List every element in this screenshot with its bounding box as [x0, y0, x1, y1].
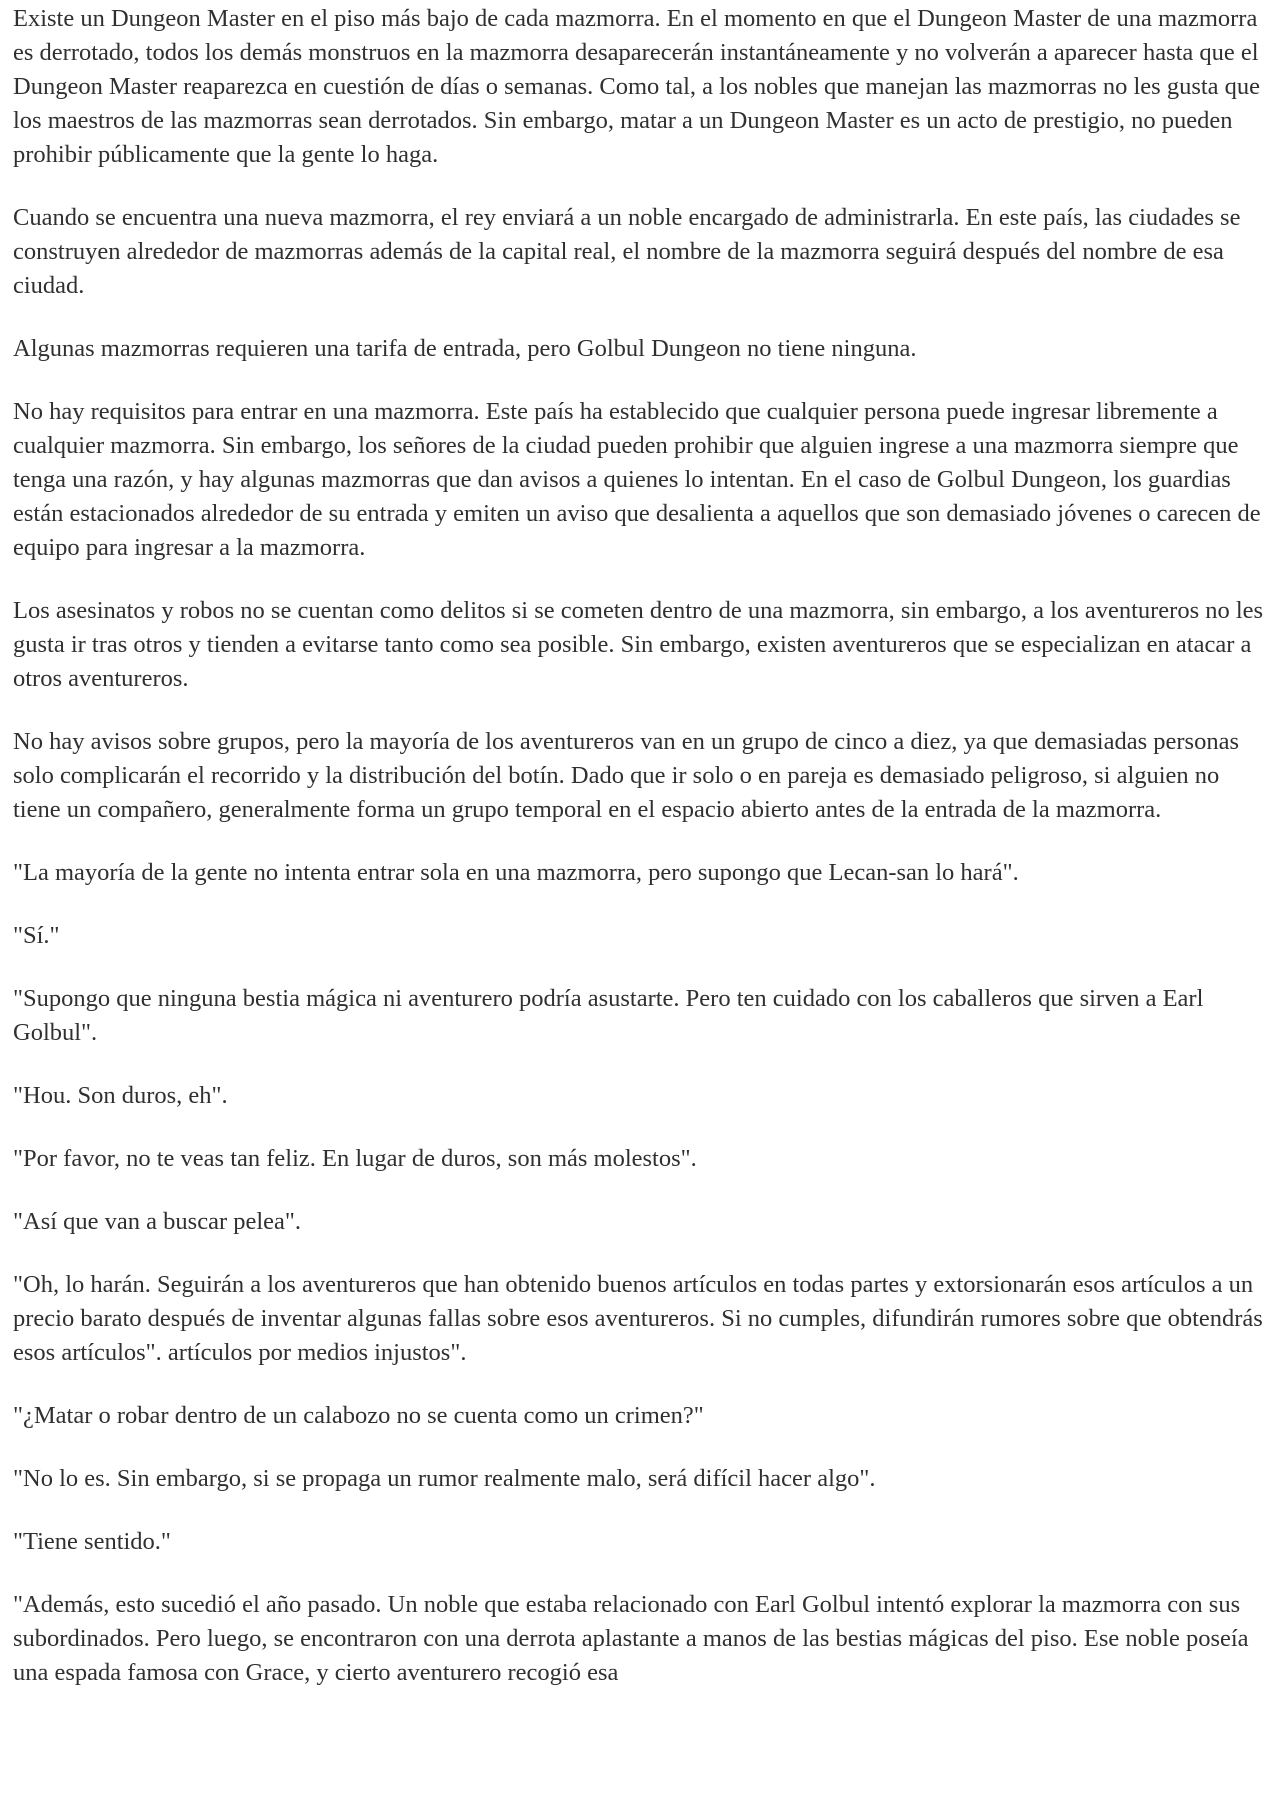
dialogue-line-5: "Por favor, no te veas tan feliz. En lugar de duros, son más molestos".	[13, 1145, 697, 1172]
dialogue-line-6: "Así que van a buscar pelea".	[13, 1208, 302, 1235]
paragraph-2: Cuando se encuentra una nueva mazmorra, el rey enviará a un noble encargado de administrarla. En este país, las ciudades se construyen alrededor de mazmorras además de la capital real, el nombre de la mazmorra seguirá después del nombre de esa ciudad.	[13, 204, 1241, 299]
dialogue-line-1: "La mayoría de la gente no intenta entrar sola en una mazmorra, pero supongo que Lecan-san lo hará".	[13, 859, 1019, 886]
dialogue-line-9: "No lo es. Sin embargo, si se propaga un rumor realmente malo, será difícil hacer algo".	[13, 1465, 876, 1492]
dialogue-line-4: "Hou. Son duros, eh".	[13, 1082, 228, 1109]
dialogue-line-11: "Además, esto sucedió el año pasado. Un noble que estaba relacionado con Earl Golbul intentó explorar la mazmorra con sus subordinados. Pero luego, se encontraron con una derrota aplastante a manos de las bestias mágicas del piso. Ese noble poseía una espada famosa con Grace, y cierto aventurero recogió esa	[13, 1591, 1249, 1686]
dialogue-line-2: "Sí."	[13, 922, 60, 949]
paragraph-6: No hay avisos sobre grupos, pero la mayoría de los aventureros van en un grupo de cinco a diez, ya que demasiadas personas solo complicarán el recorrido y la distribución del botín. Dado que ir solo o en pareja es demasiado peligroso, si alguien no tiene un compañero, generalmente forma un grupo temporal en el espacio abierto antes de la entrada de la mazmorra.	[13, 728, 1239, 823]
paragraph-1: Existe un Dungeon Master en el piso más bajo de cada mazmorra. En el momento en que el Dungeon Master de una mazmorra es derrotado, todos los demás monstruos en la mazmorra desaparecerán instantáneamente y no volverán a aparecer hasta que el Dungeon Master reaparezca en cuestión de días o semanas. Como tal, a los nobles que manejan las mazmorras no les gusta que los maestros de las mazmorras sean derrotados. Sin embargo, matar a un Dungeon Master es un acto de prestigio, no pueden prohibir públicamente que la gente lo haga.	[13, 5, 1261, 168]
paragraph-3: Algunas mazmorras requieren una tarifa de entrada, pero Golbul Dungeon no tiene ninguna.	[13, 335, 917, 362]
dialogue-line-10: "Tiene sentido."	[13, 1528, 171, 1555]
dialogue-line-7: "Oh, lo harán. Seguirán a los aventureros que han obtenido buenos artículos en todas partes y extorsionarán esos artículos a un precio barato después de inventar algunas fallas sobre esos aventureros. Si no cumples, difundirán rumores sobre que obtendrás esos artículos". artículos por medios injustos".	[13, 1271, 1263, 1366]
dialogue-line-3: "Supongo que ninguna bestia mágica ni aventurero podría asustarte. Pero ten cuidado con los caballeros que sirven a Earl Golbul".	[13, 985, 1204, 1046]
paragraph-5: Los asesinatos y robos no se cuentan como delitos si se cometen dentro de una mazmorra, sin embargo, a los aventureros no les gusta ir tras otros y tienden a evitarse tanto como sea posible. Sin embargo, existen aventureros que se especializan en atacar a otros aventureros.	[13, 597, 1264, 692]
dialogue-line-8: "¿Matar o robar dentro de un calabozo no se cuenta como un crimen?"	[13, 1402, 704, 1429]
paragraph-4: No hay requisitos para entrar en una mazmorra. Este país ha establecido que cualquier persona puede ingresar libremente a cualquier mazmorra. Sin embargo, los señores de la ciudad pueden prohibir que alguien ingrese a una mazmorra siempre que tenga una razón, y hay algunas mazmorras que dan avisos a quienes lo intentan. En el caso de Golbul Dungeon, los guardias están estacionados alrededor de su entrada y emiten un aviso que desalienta a aquellos que son demasiado jóvenes o carecen de equipo para ingresar a la mazmorra.	[13, 398, 1261, 561]
